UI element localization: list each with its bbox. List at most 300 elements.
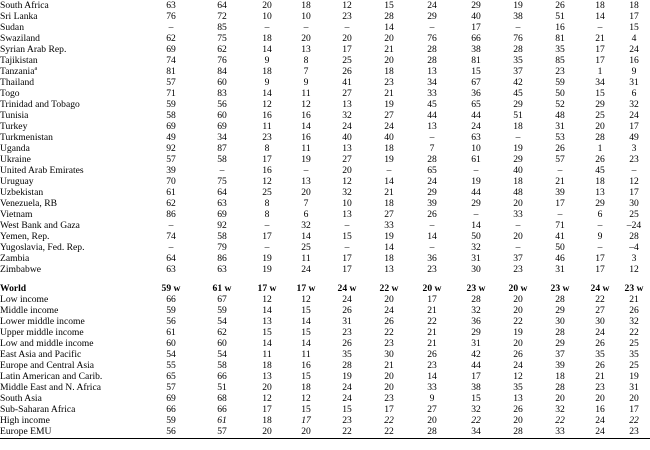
table-cell: 17 [595, 44, 605, 55]
row-label [0, 44, 146, 55]
table-cell: 20 [555, 393, 565, 404]
table-row [0, 349, 650, 360]
table-cell: 18 [301, 382, 311, 393]
table-cell: 22 [384, 327, 394, 338]
table-cell: 20 w [422, 283, 442, 294]
table-cell: 16 [262, 110, 272, 121]
table-cell: 21 [427, 305, 437, 316]
table-cell: 15 [384, 0, 394, 11]
table-cell: 44 [471, 110, 481, 121]
table-cell: 17 [595, 253, 605, 264]
table-cell: 26 [629, 305, 639, 316]
table-cell: 31 [629, 382, 639, 393]
table-cell: 14 [262, 44, 272, 55]
table-cell: 86 [166, 209, 176, 220]
table-row [0, 77, 650, 88]
row-label-text: South Africa [0, 0, 49, 11]
table-row [0, 360, 650, 371]
table-cell: 22 [427, 316, 437, 327]
table-cell: 17 [427, 294, 437, 305]
table-cell: 27 [427, 404, 437, 415]
table-cell: 50 [471, 231, 481, 242]
table-cell: 34 [217, 132, 227, 143]
table-cell: 20 [301, 33, 311, 44]
table-cell: 44 [471, 187, 481, 198]
row-label-text: Lower middle income [0, 316, 85, 327]
table-cell: 29 [427, 11, 437, 22]
table-cell: –24 [626, 220, 642, 231]
table-cell: – [344, 242, 350, 253]
table-cell: 20 [301, 426, 311, 437]
row-label-text: Yemen, Rep. [0, 231, 50, 242]
table-cell: 63 [166, 264, 176, 275]
table-cell: 53 [555, 132, 565, 143]
table-cell: 18 [384, 143, 394, 154]
table-cell: 33 [384, 220, 394, 231]
table-cell: 24 [629, 110, 639, 121]
table-cell: 30 [555, 316, 565, 327]
table-row [0, 327, 650, 338]
table-cell: 49 [166, 132, 176, 143]
table-row [0, 426, 650, 437]
table-cell: 33 [427, 88, 437, 99]
table-cell: 25 [629, 209, 639, 220]
table-cell: – [219, 165, 225, 176]
table-cell: 72 [217, 11, 227, 22]
table-cell: 30 [471, 264, 481, 275]
table-row [0, 110, 650, 121]
table-cell: 15 [301, 305, 311, 316]
table-cell: 33 [555, 426, 565, 437]
table-cell: 62 [217, 327, 227, 338]
table-cell: 15 [301, 371, 311, 382]
table-cell: 1 [597, 66, 603, 77]
table-cell: 20 [595, 121, 605, 132]
row-label-text: United Arab Emirates [0, 165, 84, 176]
table-cell: 62 [217, 44, 227, 55]
row-label [0, 66, 146, 77]
table-cell: 12 [629, 176, 639, 187]
table-cell: – [168, 242, 174, 253]
table-cell: 35 [629, 349, 639, 360]
table-cell: 16 [301, 132, 311, 143]
row-label-text: Tajikistan [0, 55, 38, 66]
table-cell: 32 [342, 110, 352, 121]
table-cell: 26 [427, 209, 437, 220]
table-cell: 25 [262, 187, 272, 198]
table-cell: 13 [427, 121, 437, 132]
table-cell: 66 [166, 294, 176, 305]
table-cell: 81 [166, 66, 176, 77]
row-label-text: West Bank and Gaza [0, 220, 80, 231]
row-label [0, 382, 146, 393]
section-gap [0, 275, 650, 283]
bottom-rule [0, 438, 650, 439]
table-cell: 23 [342, 11, 352, 22]
table-cell: 39 [166, 165, 176, 176]
table-cell: 51 [555, 11, 565, 22]
table-cell: – [597, 242, 603, 253]
row-label [0, 176, 146, 187]
table-cell: 21 [595, 33, 605, 44]
table-cell: 23 [384, 393, 394, 404]
table-cell: 17 [342, 44, 352, 55]
row-label [0, 88, 146, 99]
table-cell: 24 [595, 415, 605, 426]
table-cell: 26 [595, 360, 605, 371]
table-row [0, 231, 650, 242]
table-cell: 16 [301, 360, 311, 371]
table-cell: 32 [301, 220, 311, 231]
table-cell: 10 [342, 198, 352, 209]
table-row [0, 305, 650, 316]
table-cell: 28 [513, 426, 523, 437]
table-cell: 44 [471, 360, 481, 371]
row-label-text: Thailand [0, 77, 35, 88]
table-cell: 24 [342, 121, 352, 132]
table-cell: 22 [595, 294, 605, 305]
table-cell: 9 [264, 55, 270, 66]
table-cell: – [429, 132, 435, 143]
table-cell: 64 [166, 253, 176, 264]
table-cell: 13 [262, 371, 272, 382]
table-cell: 12 [301, 99, 311, 110]
row-label [0, 132, 146, 143]
table-cell: 4 [631, 33, 637, 44]
table-cell: 76 [513, 33, 523, 44]
table-cell: 26 [555, 0, 565, 11]
table-cell: 14 [301, 316, 311, 327]
row-label-text: Vietnam [0, 209, 33, 220]
row-label-text: South Asia [0, 393, 42, 404]
table-row [0, 187, 650, 198]
table-cell: 74 [166, 55, 176, 66]
table-row [0, 0, 650, 11]
table-cell: 37 [513, 66, 523, 77]
table-cell: 83 [217, 88, 227, 99]
table-cell: 32 [342, 187, 352, 198]
table-cell: 56 [166, 426, 176, 437]
row-label [0, 33, 146, 44]
table-row [0, 316, 650, 327]
table-cell: 44 [427, 110, 437, 121]
row-label-text: High income [0, 415, 50, 426]
row-label [0, 426, 146, 437]
table-cell: 12 [629, 264, 639, 275]
table-cell: 37 [513, 253, 523, 264]
table-cell: 65 [166, 371, 176, 382]
table-cell: 58 [166, 110, 176, 121]
table-cell: 10 [262, 11, 272, 22]
table-cell: 58 [217, 231, 227, 242]
table-cell: 20 [513, 231, 523, 242]
row-label-text: East Asia and Pacific [0, 349, 82, 360]
table-cell: 29 [555, 305, 565, 316]
table-cell: 22 [629, 415, 639, 426]
table-cell: 13 [342, 143, 352, 154]
table-cell: 74 [166, 231, 176, 242]
table-cell: 16 [262, 165, 272, 176]
table-cell: 69 [217, 209, 227, 220]
table-cell: 14 [301, 121, 311, 132]
table-cell: 26 [342, 338, 352, 349]
table-cell: 85 [555, 55, 565, 66]
table-cell: 60 [217, 77, 227, 88]
table-cell: 18 [513, 176, 523, 187]
table-cell: 24 [384, 121, 394, 132]
table-cell: 85 [217, 22, 227, 33]
table-cell: 45 [513, 88, 523, 99]
row-label [0, 22, 146, 33]
table-cell: 34 [427, 77, 437, 88]
table-cell: 21 [629, 294, 639, 305]
table-cell: 14 [384, 22, 394, 33]
table-cell: 70 [166, 176, 176, 187]
table-cell: 26 [595, 338, 605, 349]
table-cell: 51 [513, 110, 523, 121]
table-cell: 28 [555, 294, 565, 305]
table-cell: 56 [166, 316, 176, 327]
table-cell: 31 [471, 253, 481, 264]
table-cell: 34 [595, 77, 605, 88]
table-cell: 12 [342, 0, 352, 11]
table-cell: 21 [384, 88, 394, 99]
table-cell: 15 [595, 88, 605, 99]
table-cell: 42 [471, 349, 481, 360]
row-label [0, 198, 146, 209]
table-cell: 11 [301, 349, 311, 360]
table-cell: 23 [513, 264, 523, 275]
table-cell: 24 [513, 360, 523, 371]
row-label [0, 253, 146, 264]
table-cell: 23 [384, 338, 394, 349]
table-cell: – [429, 22, 435, 33]
table-row [0, 176, 650, 187]
table-cell: 28 [471, 294, 481, 305]
table-row [0, 66, 650, 77]
table-cell: 15 [301, 327, 311, 338]
table-cell: 23 [555, 66, 565, 77]
table-cell: 20 [262, 426, 272, 437]
table-cell: 66 [166, 404, 176, 415]
row-label-text: Latin American and Carib. [0, 371, 103, 382]
table-row [0, 55, 650, 66]
row-label-text: World [0, 283, 27, 294]
table-cell: 22 w [379, 283, 399, 294]
table-cell: 17 w [296, 283, 316, 294]
table-cell: 92 [166, 143, 176, 154]
table-cell: 19 [629, 371, 639, 382]
table-cell: 21 [555, 176, 565, 187]
table-cell: 8 [264, 198, 270, 209]
table-cell: 76 [217, 55, 227, 66]
row-label [0, 0, 146, 11]
table-cell: 18 [384, 253, 394, 264]
table-cell: 28 [513, 44, 523, 55]
table-cell: 20 [629, 393, 639, 404]
table-cell: 19 [384, 154, 394, 165]
table-cell: 24 [471, 121, 481, 132]
table-cell: 17 [629, 187, 639, 198]
table-cell: 81 [471, 55, 481, 66]
table-cell: 21 [384, 360, 394, 371]
table-cell: 57 [166, 154, 176, 165]
table-cell: 84 [217, 66, 227, 77]
table-cell: 17 [262, 404, 272, 415]
row-label-text: Ukraine [0, 154, 31, 165]
table-cell: 24 w [337, 283, 357, 294]
table-cell: – [515, 22, 521, 33]
table-cell: 9 [429, 393, 435, 404]
table-cell: 17 [262, 154, 272, 165]
table-cell: 8 [264, 143, 270, 154]
table-cell: 57 [217, 426, 227, 437]
table-cell: 11 [301, 253, 311, 264]
table-cell: 19 [342, 371, 352, 382]
table-cell: 18 [595, 0, 605, 11]
footnote-marker: a [34, 66, 38, 72]
table-cell: 14 [595, 11, 605, 22]
table-cell: 64 [217, 187, 227, 198]
table-row [0, 99, 650, 110]
table-cell: 23 [629, 426, 639, 437]
table-cell: 32 [471, 305, 481, 316]
aggregate-rows [0, 283, 650, 437]
table-cell: – [429, 242, 435, 253]
table-cell: 19 [513, 143, 523, 154]
table-cell: 14 [427, 231, 437, 242]
table-cell: 36 [471, 88, 481, 99]
table-cell: 20 [384, 33, 394, 44]
table-cell: 13 [262, 316, 272, 327]
table-cell: 42 [513, 77, 523, 88]
table-row [0, 88, 650, 99]
table-cell: 19 [384, 99, 394, 110]
table-cell: 14 [301, 231, 311, 242]
table-cell: 59 [217, 305, 227, 316]
table-cell: 19 [384, 231, 394, 242]
table-cell: –4 [629, 242, 639, 253]
table-cell: 61 w [212, 283, 232, 294]
table-row [0, 44, 650, 55]
table-cell: 15 [301, 404, 311, 415]
table-cell: 28 [555, 327, 565, 338]
table-cell: 12 [342, 176, 352, 187]
table-cell: – [168, 220, 174, 231]
table-cell: 17 [262, 231, 272, 242]
table-cell: 39 [555, 360, 565, 371]
table-cell: 28 [427, 426, 437, 437]
table-cell: – [473, 165, 479, 176]
table-row [0, 220, 650, 231]
table-cell: 20 [513, 305, 523, 316]
table-cell: 37 [555, 349, 565, 360]
table-cell: 31 [471, 338, 481, 349]
table-row [0, 338, 650, 349]
table-cell: 23 [342, 415, 352, 426]
table-cell: 32 [555, 404, 565, 415]
table-cell: 18 [384, 66, 394, 77]
table-row [0, 294, 650, 305]
table-cell: 19 [301, 154, 311, 165]
row-label-text: Uzbekistan [0, 187, 44, 198]
table-cell: 31 [555, 121, 565, 132]
table-cell: 27 [342, 154, 352, 165]
table-cell: 18 [629, 0, 639, 11]
table-cell: 18 [513, 121, 523, 132]
table-cell: 40 [471, 11, 481, 22]
table-cell: 62 [166, 198, 176, 209]
row-label-text: Europe and Central Asia [0, 360, 95, 371]
table-cell: 16 [555, 22, 565, 33]
row-label-text: Yugoslavia, Fed. Rep. [0, 242, 85, 253]
table-row [0, 393, 650, 404]
table-cell: 21 [427, 327, 437, 338]
table-cell: 19 [471, 176, 481, 187]
table-cell: 14 [384, 242, 394, 253]
table-cell: 23 w [550, 283, 570, 294]
table-cell: 11 [301, 88, 311, 99]
table-cell: 17 [595, 264, 605, 275]
table-cell: 29 [513, 99, 523, 110]
table-cell: 19 [513, 327, 523, 338]
row-label [0, 264, 146, 275]
row-label [0, 154, 146, 165]
table-cell: 22 [384, 426, 394, 437]
table-cell: 22 [384, 415, 394, 426]
table-cell: 18 [262, 415, 272, 426]
table-cell: 28 [427, 154, 437, 165]
row-label-text: Middle East and N. Africa [0, 382, 101, 393]
table-cell: 15 [342, 404, 352, 415]
table-cell: 24 [342, 294, 352, 305]
table-cell: 59 w [161, 283, 181, 294]
table-cell: 20 [384, 371, 394, 382]
table-cell: 26 [384, 316, 394, 327]
table-cell: 21 [384, 44, 394, 55]
table-cell: 15 [342, 231, 352, 242]
table-cell: – [557, 165, 563, 176]
table-row [0, 11, 650, 22]
table-cell: 8 [303, 55, 309, 66]
table-cell: 20 [513, 294, 523, 305]
table-cell: – [631, 165, 637, 176]
row-label [0, 305, 146, 316]
table-cell: 38 [513, 11, 523, 22]
table-cell: 81 [555, 33, 565, 44]
table-cell: 20 [384, 294, 394, 305]
table-cell: – [344, 220, 350, 231]
table-cell: 23 [342, 327, 352, 338]
table-cell: 23 [595, 382, 605, 393]
row-label-text: Low income [0, 294, 49, 305]
table-cell: 71 [555, 220, 565, 231]
table-cell: 17 [342, 264, 352, 275]
table-cell: 38 [471, 382, 481, 393]
table-cell: 63 [217, 198, 227, 209]
table-cell: 18 [262, 66, 272, 77]
table-cell: 29 [471, 0, 481, 11]
table-cell: 35 [595, 349, 605, 360]
table-cell: 20 [384, 382, 394, 393]
table-cell: – [597, 220, 603, 231]
table-cell: 12 [513, 371, 523, 382]
table-cell: 18 [595, 176, 605, 187]
table-cell: 32 [471, 242, 481, 253]
table-cell: 24 [342, 393, 352, 404]
table-cell: 29 [555, 338, 565, 349]
table-cell: 61 [166, 327, 176, 338]
